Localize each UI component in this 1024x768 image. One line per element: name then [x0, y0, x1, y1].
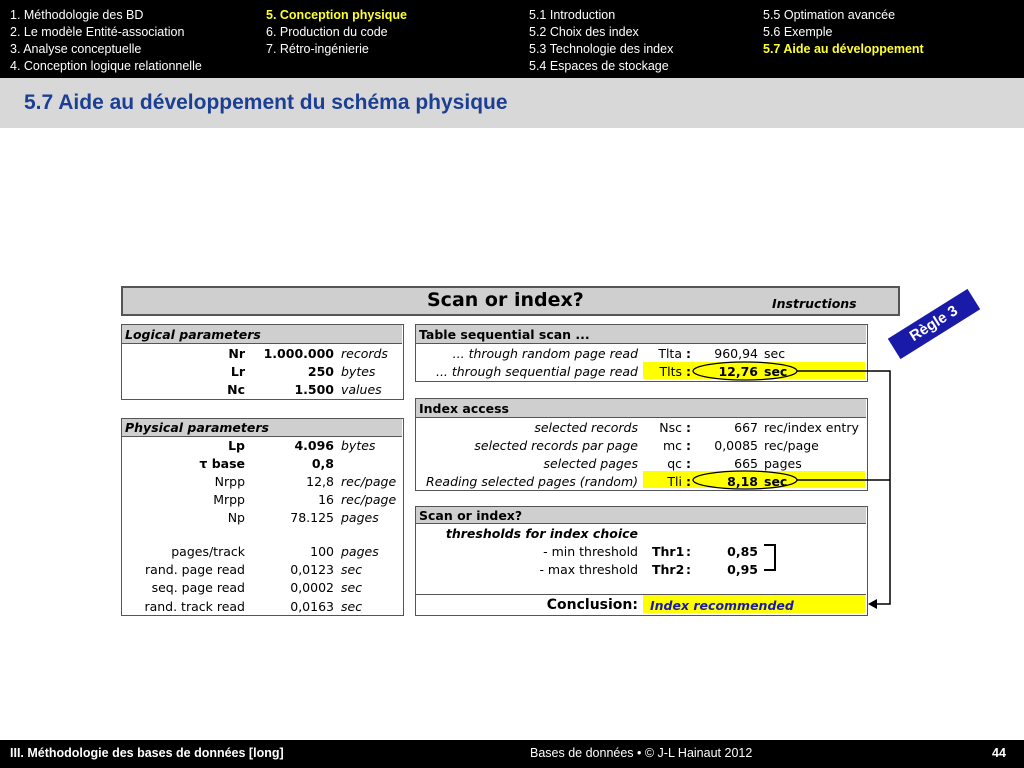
nav-item[interactable]: 5.5 Optimation avancée	[763, 8, 896, 22]
nav-item[interactable]: 5.2 Choix des index	[529, 25, 639, 39]
threshold-label: - max threshold	[539, 562, 638, 577]
conclusion-value: Index recommended	[650, 598, 794, 613]
param-unit: sec	[341, 580, 363, 595]
param-value: 0,0002	[290, 580, 334, 595]
index-row-unit: sec	[764, 474, 788, 489]
nav-item[interactable]: 3. Analyse conceptuelle	[10, 42, 142, 56]
param-unit: pages	[341, 544, 379, 559]
logical-parameters-header: Logical parameters	[122, 325, 402, 344]
nav-item[interactable]: 7. Rétro-ingénierie	[266, 42, 369, 56]
threshold-symbol: Thr2	[652, 562, 685, 577]
param-value: 100	[310, 544, 334, 559]
table-scan-header: Table sequential scan ...	[416, 325, 866, 344]
scan-row-symbol: Tlts	[659, 364, 682, 379]
nav-item[interactable]: 1. Méthodologie des BD	[10, 8, 144, 22]
param-value: 0,8	[311, 456, 334, 471]
scan-row-label: ... through sequential page read	[435, 364, 638, 379]
nav-item[interactable]: 5.1 Introduction	[529, 8, 616, 22]
param-value: 0,0163	[290, 599, 334, 614]
param-value: 0,0123	[290, 562, 334, 577]
colon: :	[686, 364, 691, 379]
tlts-circle	[693, 362, 797, 380]
threshold-label: - min threshold	[543, 544, 638, 559]
param-unit: sec	[341, 562, 363, 577]
scan-row-label: ... through random page read	[452, 346, 638, 361]
nav-item[interactable]: 6. Production du code	[266, 25, 388, 39]
scan-row-value: 960,94	[714, 346, 758, 361]
index-row-symbol: Tli	[667, 474, 682, 489]
scan-row-symbol: Tlta	[658, 346, 682, 361]
nav-item[interactable]: 4. Conception logique relationnelle	[10, 59, 202, 73]
index-row-value: 8,18	[727, 474, 758, 489]
thresholds-subheader: thresholds for index choice	[445, 526, 638, 541]
scan-row-value: 12,76	[718, 364, 758, 379]
page-title: 5.7 Aide au développement du schéma physique	[24, 91, 508, 114]
param-value: 1.500	[294, 382, 334, 397]
scan-row-unit: sec	[764, 346, 786, 361]
colon: :	[686, 562, 691, 577]
nav-item[interactable]: 2. Le modèle Entité-association	[10, 25, 185, 39]
param-name: τ base	[199, 456, 245, 471]
footer-copyright: Bases de données • © J-L Hainaut 2012	[530, 746, 753, 760]
param-unit: rec/page	[341, 474, 397, 489]
index-row-label: Reading selected pages (random)	[426, 474, 638, 489]
param-unit: records	[341, 346, 388, 361]
param-name: Nc	[227, 382, 245, 397]
colon: :	[686, 420, 691, 435]
instructions-link[interactable]: Instructions	[772, 296, 857, 311]
threshold-value: 0,95	[727, 562, 758, 577]
index-row-symbol: mc	[662, 438, 682, 453]
param-name: rand. page read	[145, 562, 245, 577]
tli-circle	[693, 471, 797, 489]
index-row-label: selected records	[534, 420, 638, 435]
index-row-label: selected records par page	[474, 438, 638, 453]
index-access-header: Index access	[416, 399, 866, 418]
index-row-value: 665	[734, 456, 758, 471]
param-value: 78.125	[290, 510, 334, 525]
colon: :	[686, 456, 691, 471]
index-row-unit: pages	[764, 456, 802, 471]
rule-label: Règle 3	[888, 289, 980, 359]
page-number: 44	[992, 746, 1006, 760]
param-name: rand. track read	[144, 599, 245, 614]
nav-item-active[interactable]: 5. Conception physique	[266, 8, 407, 22]
colon: :	[686, 474, 691, 489]
param-unit: bytes	[341, 364, 376, 379]
param-name: Mrpp	[213, 492, 245, 507]
nav-item-active[interactable]: 5.7 Aide au développement	[763, 42, 924, 56]
threshold-bracket	[764, 545, 775, 570]
threshold-value: 0,85	[727, 544, 758, 559]
index-row-symbol: qc	[667, 456, 682, 471]
footer-course-title: III. Méthodologie des bases de données [long]	[10, 746, 284, 760]
index-row-label: selected pages	[543, 456, 638, 471]
param-name: Nr	[228, 346, 245, 361]
param-unit: rec/page	[341, 492, 397, 507]
physical-parameters-header: Physical parameters	[122, 419, 402, 437]
param-value: 12,8	[306, 474, 334, 489]
index-row-value: 667	[734, 420, 758, 435]
param-name: Nrpp	[214, 474, 245, 489]
nav-item[interactable]: 5.3 Technologie des index	[529, 42, 674, 56]
param-name: seq. page read	[151, 580, 245, 595]
index-row-unit: rec/index entry	[764, 420, 859, 435]
threshold-symbol: Thr1	[652, 544, 685, 559]
index-row-value: 0,0085	[714, 438, 758, 453]
param-unit: pages	[341, 510, 379, 525]
colon: :	[686, 438, 691, 453]
param-unit: sec	[341, 599, 363, 614]
conclusion-label: Conclusion:	[546, 597, 638, 613]
param-unit: bytes	[341, 438, 376, 453]
param-name: Np	[227, 510, 245, 525]
param-name: pages/track	[171, 544, 245, 559]
param-name: Lr	[230, 364, 245, 379]
arrow-head	[868, 599, 877, 609]
param-name: Lp	[228, 438, 245, 453]
scan-row-unit: sec	[764, 364, 788, 379]
sheet-title: Scan or index?	[427, 289, 584, 311]
index-row-unit: rec/page	[764, 438, 819, 453]
param-value: 4.096	[294, 438, 334, 453]
tlts-arrow-line	[797, 371, 890, 604]
colon: :	[686, 346, 691, 361]
decision-header: Scan or index?	[416, 507, 866, 524]
param-value: 16	[318, 492, 334, 507]
nav-item[interactable]: 5.6 Exemple	[763, 25, 833, 39]
param-unit: values	[341, 382, 382, 397]
nav-item[interactable]: 5.4 Espaces de stockage	[529, 59, 669, 73]
index-row-symbol: Nsc	[659, 420, 682, 435]
colon: :	[686, 544, 691, 559]
param-value: 1.000.000	[263, 346, 334, 361]
param-value: 250	[307, 364, 334, 379]
